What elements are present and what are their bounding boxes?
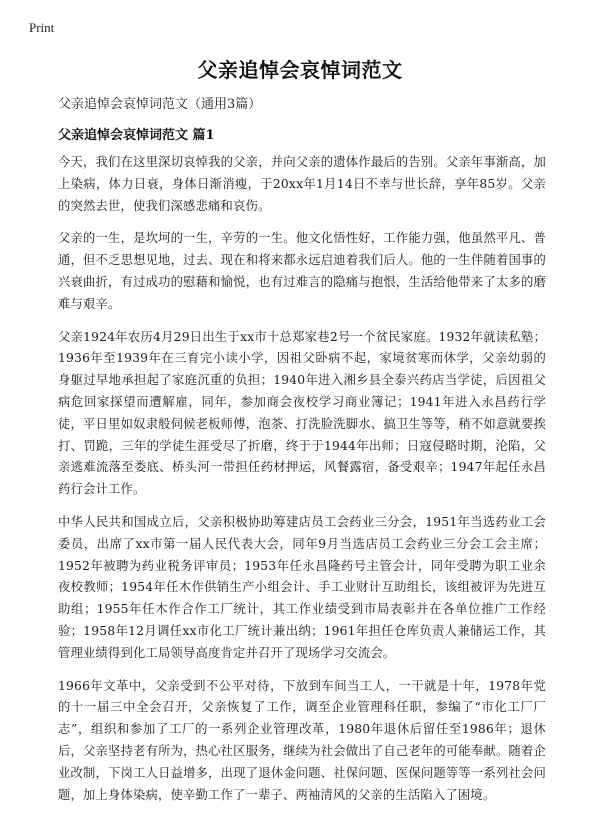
print-link[interactable]: Print [29,20,55,35]
document-subtitle: 父亲追悼会哀悼词范文（通用3篇） [58,97,262,112]
paragraph: 中华人民共和国成立后，父亲积极协助筹建店员工会药业三分会，1951年当选药业工会委员，出席了xx市第一届人民代表大会，同年9月当选店员工会药业三分会工会主席；1952年被聘为药业税务评审员；1953年任永昌隆药号主管会计，同年受聘为职工业余夜校教师；1954年任木作供销生产小组会计、手工业财计互助组长，该组被评为先进互助组；1955年任木作合作工厂统计，其工作业绩受到市局表彰并在各单位推广工作经验；1958年12月调任xx市化工厂统计兼出纳；1961年担任仓库负责人兼储运工作，其管理业绩得到化工局领导高度肯定并召开了现场学习交流会。 [58,514,546,660]
paragraph: 父亲的一生，是坎坷的一生，辛劳的一生。他文化悟性好，工作能力强，他虽然平凡、普通，但不乏思想见地，过去、现在和将来都永远启迪着我们后人。他的一生伴随着国事的兴衰曲折，有过成功的慰藉和愉悦，也有过难言的隐痛与抱恨，生活给他带来了太多的磨难与艰辛。 [58,231,546,311]
document-title: 父亲追悼会哀悼词范文 [197,58,403,82]
paragraph: 父亲1924年农历4月29日出生于xx市十总郑家巷2号一个贫民家庭。1932年就读私塾；1936年至1939年在三育完小读小学，因祖父卧病不起，家境贫寒而休学，父亲幼弱的身躯过早地承担起了家庭沉重的负担；1940年进入湘乡县全泰兴药店当学徒，后因祖父病危回家探望而遭解雇，同年，参加商会夜校学习商业簿记；1941年进入永昌药行学徒，平日里如奴隶般伺候老板师傅，泡茶、打洗脸洗脚水、搞卫生等等，稍不如意就要挨打、罚跪，三年的学徒生涯受尽了折磨，终于于1944年出师；日寇侵略时期，沦陷，父亲逃难流落至娄底、桥头河一带担任药材押运，风餐露宿，备受艰辛；1947年起任永昌药行会计工作。 [58,329,546,497]
document-body [58,152,546,817]
paragraph: 1966年文革中，父亲受到不公平对待，下放到车间当工人，一干就是十年，1978年党的十一届三中全会召开，父亲恢复了工作，调至企业管理科任职，参编了“市化工厂厂志”，组织和参加了工厂的一系列企业管理改革，1980年退休后留任至1986年；退休后，父亲坚持老有所为，热心社区服务，继续为社会做出了自己老年的可能奉献。随着企业改制，下岗工人日益增多，出现了退休金问题、社保问题、医保问题等等一系列社会问题，加上身体染病，使辛勤工作了一辈子、两袖清风的父亲的生活陷入了困境。 [58,678,546,802]
paragraph: 今天，我们在这里深切哀悼我的父亲，并向父亲的遗体作最后的告别。父亲年事渐高，加上染病，体力日衰，身体日渐消瘦，于20xx年1月14日不幸与世长辞，享年85岁。父亲的突然去世，使我们深感悲痛和哀伤。 [58,155,546,213]
section-heading: 父亲追悼会哀悼词范文 篇1 [58,128,215,143]
